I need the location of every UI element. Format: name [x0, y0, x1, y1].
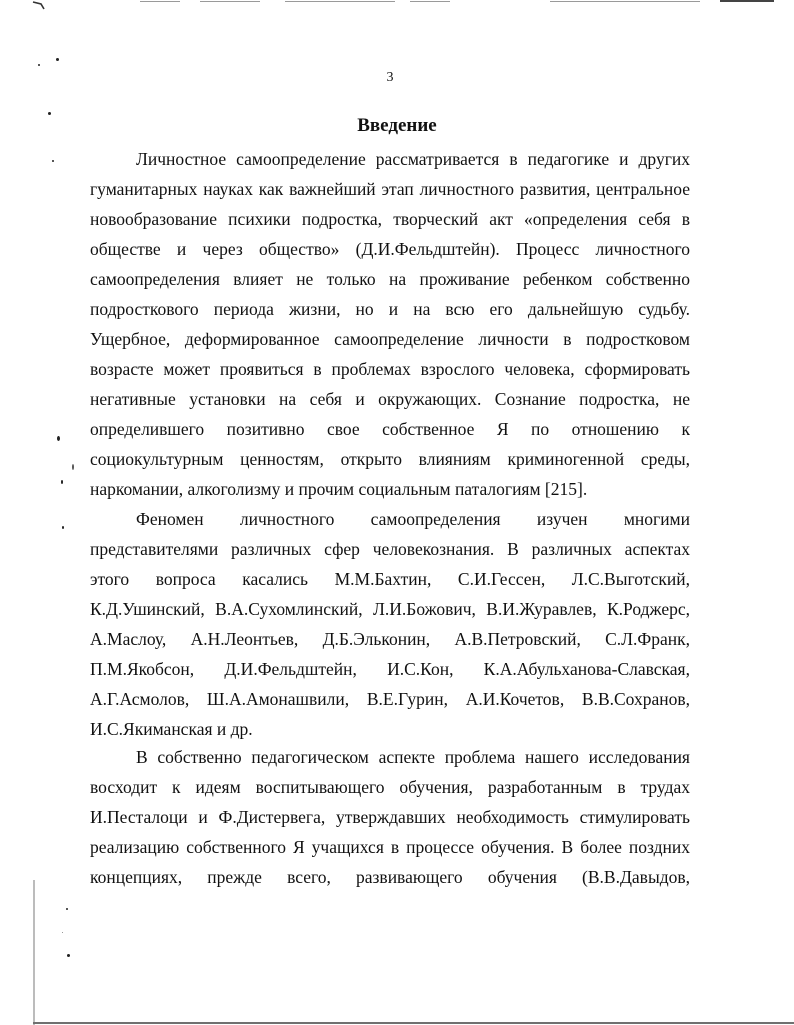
text-line: восходит к идеям воспитывающего обучения, разработанным в трудах — [90, 777, 690, 797]
text-line: негативные установки на себя и окружающих. Сознание подростка, не — [90, 389, 690, 409]
scan-edge-left — [33, 880, 35, 1025]
scan-dot — [52, 160, 54, 162]
text-line: самоопределения влияет не только на проживание ребенком собственно — [90, 269, 690, 289]
text-line: В собственно педагогическом аспекте проблема нашего исследования — [136, 747, 690, 767]
text-line: И.Песталоци и Ф.Дистервега, утверждавших необходимость стимулировать — [90, 807, 690, 827]
text-line: Ущербное, деформированное самоопределение личности в подростковом — [90, 329, 690, 349]
scan-dot — [38, 64, 40, 66]
scan-edge-bottom — [33, 1022, 794, 1024]
text-line: определившего позитивно свое собственное Я по отношению к — [90, 419, 690, 439]
scan-dot — [56, 58, 59, 61]
text-line: возрасте может проявиться в проблемах взрослого человека, сформировать — [90, 359, 690, 379]
text-line: Феномен личностного самоопределения изучен многими — [136, 509, 690, 529]
text-line: наркомании, алкоголизму и прочим социальным паталогиям [215]. — [90, 479, 588, 499]
scan-dot — [62, 932, 63, 933]
scan-dot — [67, 954, 70, 957]
text-line: К.Д.Ушинский, В.А.Сухомлинский, Л.И.Божович, В.И.Журавлев, К.Роджерс, — [90, 599, 690, 619]
text-line: концепциях, прежде всего, развивающего обучения (В.В.Давыдов, — [90, 867, 690, 887]
scan-corner-mark — [32, 0, 46, 10]
text-line: подросткового периода жизни, но и на всю его дальнейшую судьбу. — [90, 299, 690, 319]
text-line: А.Маслоу, А.Н.Леонтьев, Д.Б.Эльконин, А.В.Петровский, С.Л.Франк, — [90, 629, 690, 649]
text-line: новообразование психики подростка, творческий акт «определения себя в — [90, 209, 690, 229]
text-line: социокультурным ценностям, открыто влияниям криминогенной среды, — [90, 449, 690, 469]
text-line: представителями различных сфер человекознания. В различных аспектах — [90, 539, 690, 559]
text-line: этого вопроса касались М.М.Бахтин, С.И.Гессен, Л.С.Выготский, — [90, 569, 690, 589]
text-line: Личностное самоопределение рассматривается в педагогике и других — [136, 149, 690, 169]
text-line: П.М.Якобсон, Д.И.Фельдштейн, И.С.Кон, К.А.Абульханова-Славская, — [90, 659, 690, 679]
scan-edge-top — [120, 0, 794, 4]
scan-dot — [61, 480, 63, 484]
scan-dot — [57, 436, 60, 441]
text-line: гуманитарных науках как важнейший этап личностного развития, центральное — [90, 179, 690, 199]
scan-dot — [72, 464, 74, 470]
text-line: А.Г.Асмолов, Ш.А.Амонашвили, В.Е.Гурин, А.И.Кочетов, В.В.Сохранов, — [90, 689, 690, 709]
scan-dot — [66, 908, 68, 910]
text-line: обществе и через общество» (Д.И.Фельдштейн). Процесс личностного — [90, 239, 690, 259]
text-line: И.С.Якиманская и др. — [90, 719, 253, 739]
scan-dot — [62, 526, 64, 529]
section-title: Введение — [357, 115, 437, 136]
page-number: 3 — [386, 70, 394, 85]
text-line: реализацию собственного Я учащихся в процессе обучения. В более поздних — [90, 837, 690, 857]
